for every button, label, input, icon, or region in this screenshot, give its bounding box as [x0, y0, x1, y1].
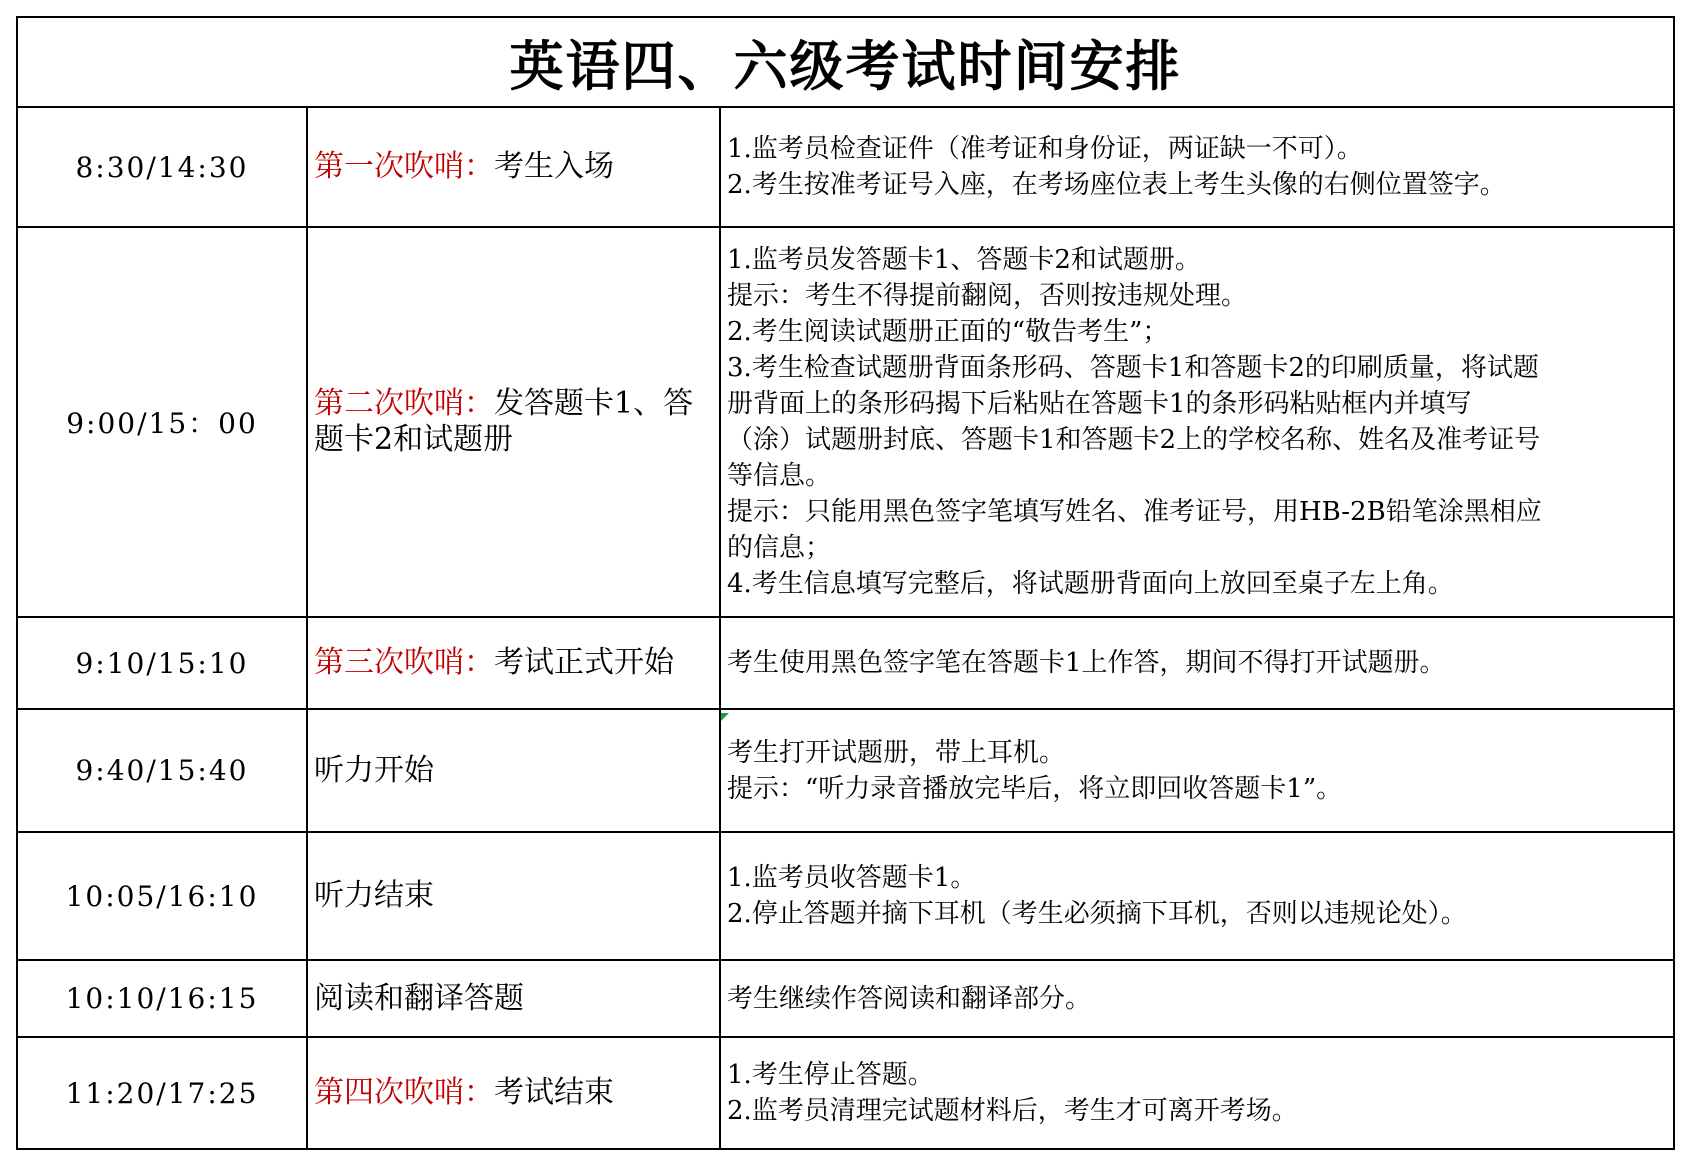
detail-line: 2.考生按准考证号入座，在考场座位表上考生头像的右侧位置签字。	[727, 170, 1506, 200]
whistle-signal: 第四次吹哨：	[314, 1075, 494, 1110]
event-cell	[307, 709, 720, 832]
detail-cell	[720, 617, 1674, 709]
detail-line: 册背面上的条形码揭下后粘贴在答题卡1的条形码粘贴框内并填写	[727, 389, 1472, 419]
schedule-row	[17, 960, 1674, 1037]
detail-line: 1.监考员收答题卡1。	[727, 863, 977, 893]
detail-line: （涂）试题册封底、答题卡1和答题卡2上的学校名称、姓名及准考证号	[727, 425, 1541, 455]
time-cell: 11:20/17:25	[17, 1037, 307, 1149]
event-label: 考试正式开始	[494, 645, 674, 680]
detail-line: 2.停止答题并摘下耳机（考生必须摘下耳机，否则以违规论处）。	[727, 899, 1467, 929]
detail-cell	[720, 1037, 1674, 1149]
title-row	[17, 17, 1674, 107]
whistle-signal: 第二次吹哨：	[314, 386, 494, 421]
detail-line: 2.考生阅读试题册正面的“敬告考生”；	[727, 317, 1169, 347]
schedule-row	[17, 227, 1674, 617]
event-label: 听力开始	[314, 752, 434, 788]
event-label: 发答题卡1、答题卡2和试题册	[314, 386, 694, 457]
detail-line: 1.考生停止答题。	[727, 1060, 934, 1090]
schedule-row	[17, 107, 1674, 227]
whistle-signal: 第一次吹哨：	[314, 149, 494, 184]
time-cell: 8:30/14:30	[17, 107, 307, 227]
detail-line: 3.考生检查试题册背面条形码、答题卡1和答题卡2的印刷质量，将试题	[727, 353, 1539, 383]
detail-line: 提示：只能用黑色签字笔填写姓名、准考证号，用HB-2B铅笔涂黑相应	[727, 497, 1542, 527]
event-label: 考生入场	[494, 149, 614, 184]
schedule-row	[17, 1037, 1674, 1149]
time-cell: 9:40/15:40	[17, 709, 307, 832]
detail-line: 等信息。	[727, 461, 832, 491]
detail-line: 考生打开试题册，带上耳机。	[727, 737, 1066, 768]
detail-line: 提示：考生不得提前翻阅，否则按违规处理。	[727, 281, 1248, 311]
event-cell	[307, 227, 720, 617]
time-cell: 10:10/16:15	[17, 960, 307, 1037]
detail-cell	[720, 227, 1674, 617]
schedule-row	[17, 617, 1674, 709]
event-cell	[307, 107, 720, 227]
schedule-row	[17, 832, 1674, 960]
detail-line: 1.监考员发答题卡1、答题卡2和试题册。	[727, 245, 1201, 275]
detail-cell	[720, 960, 1674, 1037]
cell-comment-marker-icon	[721, 713, 729, 721]
event-label: 考试结束	[494, 1075, 614, 1110]
time-cell: 9:10/15:10	[17, 617, 307, 709]
detail-line: 考生继续作答阅读和翻译部分。	[727, 983, 1092, 1014]
detail-line: 提示：“听力录音播放完毕后，将立即回收答题卡1”。	[727, 773, 1343, 804]
detail-line: 2.监考员清理完试题材料后，考生才可离开考场。	[727, 1096, 1298, 1126]
detail-cell	[720, 107, 1674, 227]
detail-cell	[720, 832, 1674, 960]
detail-line: 的信息；	[727, 533, 832, 563]
time-cell: 10:05/16:10	[17, 832, 307, 960]
detail-line: 考生使用黑色签字笔在答题卡1上作答，期间不得打开试题册。	[727, 648, 1446, 678]
detail-line: 4.考生信息填写完整后，将试题册背面向上放回至桌子左上角。	[727, 569, 1454, 599]
event-cell	[307, 832, 720, 960]
detail-line: 1.监考员检查证件（准考证和身份证，两证缺一不可）。	[727, 134, 1363, 164]
event-cell	[307, 1037, 720, 1149]
table-title: 英语四、六级考试时间安排	[17, 17, 1674, 107]
time-cell: 9:00/15：00	[17, 227, 307, 617]
detail-cell	[720, 709, 1674, 832]
event-cell	[307, 617, 720, 709]
whistle-signal: 第三次吹哨：	[314, 645, 494, 680]
schedule-table	[16, 16, 1675, 1150]
schedule-row	[17, 709, 1674, 832]
event-label: 阅读和翻译答题	[314, 980, 524, 1016]
event-cell	[307, 960, 720, 1037]
event-label: 听力结束	[314, 878, 434, 913]
